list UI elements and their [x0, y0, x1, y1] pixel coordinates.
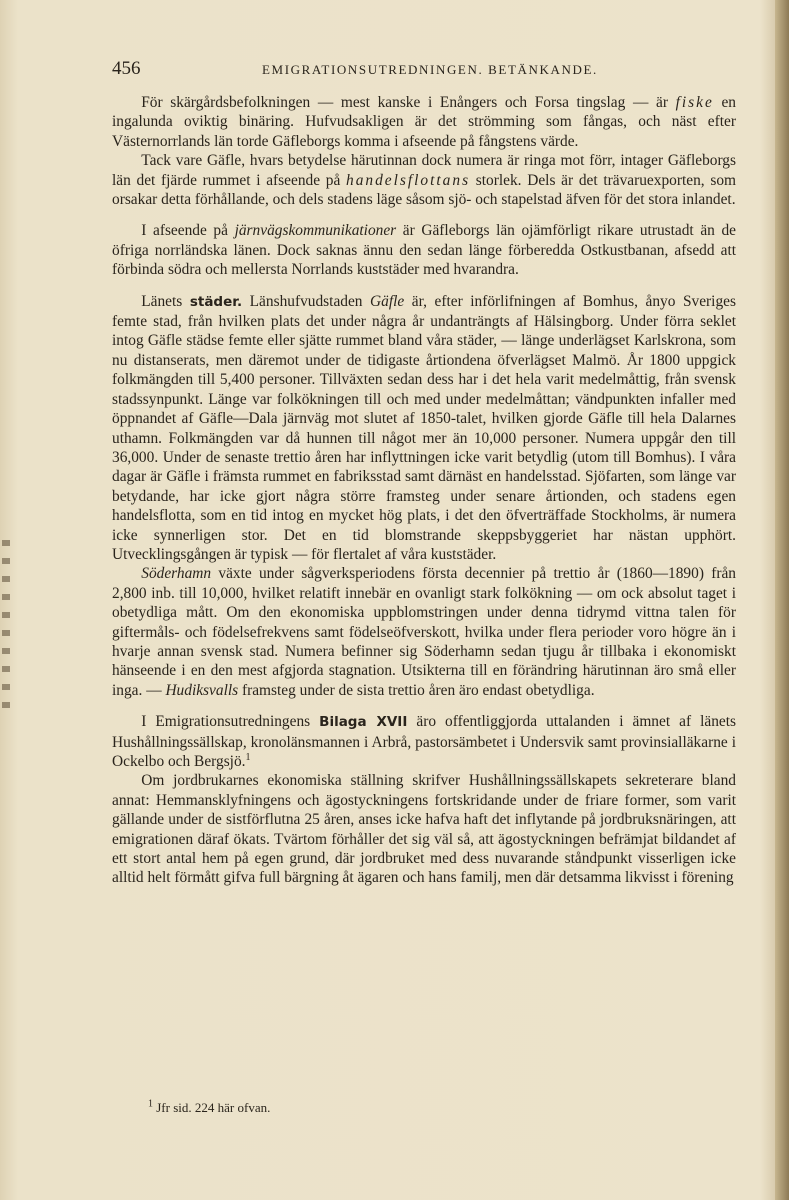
body-text	[112, 93, 736, 888]
emphasis-hudiksvalls: Hudiksvalls	[165, 681, 239, 699]
footnote-marker: 1	[148, 1098, 153, 1110]
paragraph-soderhamn: Söderhamn växte under sågverksperiodens första decennier på trettio år (1860—1890) från 2,800 inb. till 10,000, hvilket relatift innebär en ovanligt stark folkökning — om ock absolut taget i obetydliga mått. Om den ekonomiska uppblomstringen under denna tidrymd vittna talen för giftermåls- och födelsefrekvens samt födelseöfverskott, hvilka under flera perioder voro högre än i hvarje annan svensk stad. Numera befinner sig Söderhamn sedan tjugu år tillbaka i ekonomiskt hänseende i en den mest afgjorda stagnation. Utsikterna till en förändring härutinnan äro små eller inga. — Hudiksvalls framsteg under de sista trettio åren äro endast obetydliga.	[112, 565, 736, 699]
heading-bilaga: Bilaga XVII	[319, 714, 408, 731]
page-number: 456	[112, 58, 141, 79]
paragraph-jarnvag: I afseende på järnvägskommunikationer är Gäfleborgs län ojämförligt rikare utrustadt än de öfriga norrländska länen. Dock saknas ännu den sedan länge förberedda Ostkustbanan, afsedd att förbinda södra och mellersta Norrlands kuststäder med hvarandra.	[112, 222, 736, 279]
emphasis-jarnvagskommunikationer: järnvägskommunikationer	[234, 222, 397, 240]
paragraph-stader: Länets städer. Länshufvudstaden Gäfle är, efter införlifningen af Bomhus, ånyo Sveriges femte stad, från hvilken plats det under några år undanträngts af Hälsingborg. Under förra seklet intog Gäfle städse femte eller sjätte rummet bland våra städer, — länge underlägset Karlskrona, som nu distanserats, men däremot under de tidigaste årtiondena öfverlägset Malmö. År 1800 uppgick folkmängden till 5,400 personer. Tillväxten sedan dess har i det hela varit medelmåttig, från svensk stadssynpunkt. Länge var folkökningen till och med under medelmåttan; vändpunkten infaller med öppnandet af Gäfle—Dala järnväg mot slutet af 1850-talet, hvilken gjorde Gäfle till hela Dalarnes uthamn. Folkmängden var då hunnen till något mer än 10,000 personer. Numera uppgår den till 36,000. Under de senaste trettio åren har inflyttningen icke varit betydlig (utom till Bomhus). I våra dagar är Gäfle i främsta rummet en fabriksstad samt därnäst en handelsstad. Sjöfarten, som länge var betydande, har icke gjort några större framsteg under senare årtionden, och stadens egen handelsflotta, som en tid intog en mycket hög plats, i det den öfverträffade Stockholms, är numera icke synnerligen stor. Det en tid blomstrande skeppsbyggeriet har nästan upphört. Utvecklingsgången är typisk — för flertalet af våra kuststäder.	[112, 292, 736, 563]
paragraph-handelsflotta: Tack vare Gäfle, hvars betydelse härutinnan dock numera är ringa mot förr, intager Gäfleborgs län det fjärde rummet i afseende på handelsflottans storlek. Dels är det trävaruexporten, som orsakar detta förhållande, och dels stadens läge såsom sjö- och stapelstad äfven för det stora inlandet.	[112, 152, 736, 209]
emphasis-handelsflottans: handelsflottans	[346, 171, 471, 189]
footnote-text: Jfr sid. 224 här ofvan.	[153, 1100, 271, 1115]
paragraph-jordbrukare: Om jordbrukarnes ekonomiska ställning skrifver Hushållningssällskapets sekreterare bland annat: Hemmansklyfningens och ägostyckningens fortskridande under de friare former, som varit gällande under de sistförflutna 25 åren, anses icke hafva haft det inflytande på jordbruksnäringen, att emigrationen däraf ökats. Tvärtom förhåller det sig väl så, att ägostyckningen befrämjat bildandet af ett stort antal hem på egen grund, där jordbruket med dess nuvarande ståndpunkt visserligen icke alltid helt förmått gifva full bärgning åt ägaren och hans familj, men där detsamma likvisst i förening	[112, 772, 736, 887]
running-title: EMIGRATIONSUTREDNINGEN. BETÄNKANDE.	[262, 62, 598, 77]
emphasis-fiske: fiske	[675, 94, 714, 111]
paragraph-bilaga: I Emigrationsutredningens Bilaga XVII äro offentliggjorda uttalanden i ämnet af länets Hushållningssällskap, kronolänsmannen i Arbrå, pastorsämbetet i Undersvik samt provinsialläkarne i Ockelbo och Bergsjö.$^1$	[112, 713, 737, 770]
heading-stader: städer.	[189, 293, 243, 310]
page-header	[112, 58, 742, 80]
footnote	[148, 1100, 270, 1116]
emphasis-soderhamn: Söderhamn	[141, 565, 212, 583]
footnote-reference: 1	[245, 751, 251, 763]
emphasis-gafle: Gäfle	[370, 292, 405, 310]
paragraph-fiske: För skärgårdsbefolkningen — mest kanske i Enångers och Forsa tingslag — är fiske en ingalunda oviktig binäring. Hufvudsakligen är det strömming som fångas, och näst efter Västernorrlands län torde Gäfleborgs komma i afseende på fångstens värde.	[112, 94, 737, 150]
page-binding-edge	[775, 0, 789, 1200]
margin-marks	[2, 540, 10, 710]
